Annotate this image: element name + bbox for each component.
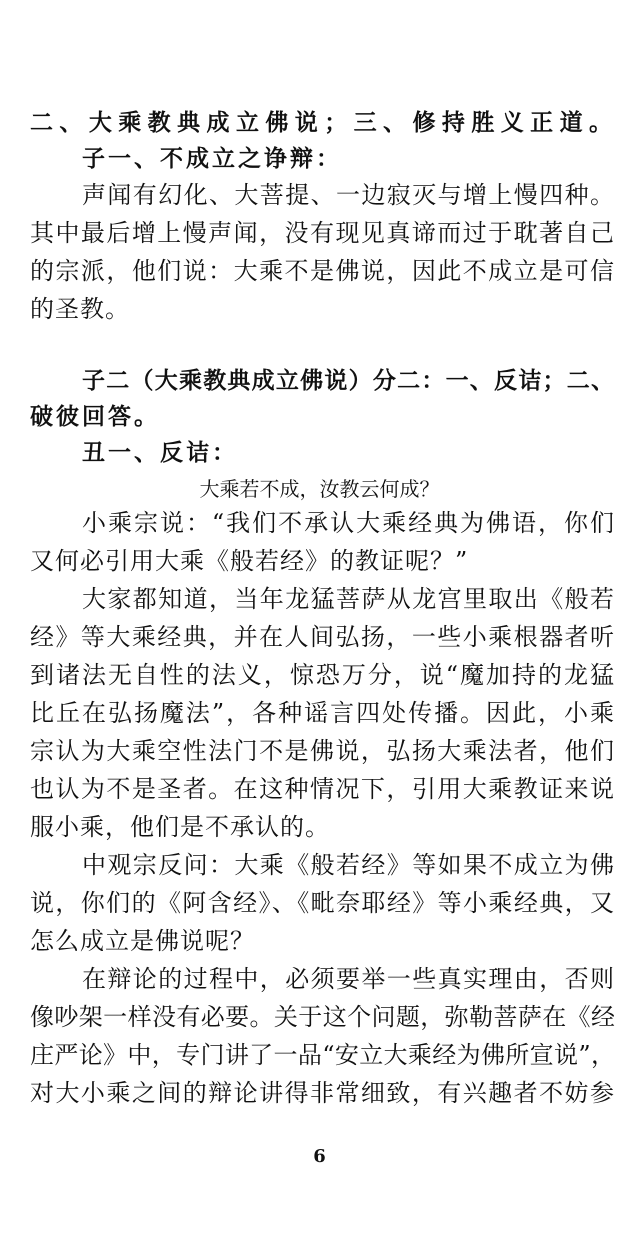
paragraph-line: 大家都知道，当年龙猛菩萨从龙宫里取出《般若 xyxy=(82,585,615,613)
paragraph-line: 经》等大乘经典，并在人间弘扬，一些小乘根器者听 xyxy=(30,623,615,651)
heading-subsection-1: 子一、不成立之诤辩： xyxy=(82,146,342,172)
paragraph-line: 也认为不是圣者。在这种情况下，引用大乘教证来说 xyxy=(30,775,615,803)
paragraph-line: 的宗派，他们说：大乘不是佛说，因此不成立是可信 xyxy=(30,257,615,285)
paragraph-line: 到诸法无自性的法义，惊恐万分，说“魔加持的龙猛 xyxy=(30,661,615,689)
paragraph-line: 的圣教。 xyxy=(30,295,130,323)
paragraph-line: 宗认为大乘空性法门不是佛说，弘扬大乘法者，他们 xyxy=(30,737,615,765)
paragraph-line: 比丘在弘扬魔法”，各种谣言四处传播。因此，小乘 xyxy=(30,699,615,727)
verse-line: 大乘若不成，汝教云何成？ xyxy=(199,477,440,501)
heading-subsection-2-cont: 破彼回答。 xyxy=(30,404,160,430)
paragraph-line: 其中最后增上慢声闻，没有现见真谛而过于耽著自己 xyxy=(30,219,615,247)
paragraph-line: 小乘宗说：“我们不承认大乘经典为佛语，你们 xyxy=(82,509,615,537)
paragraph-line: 服小乘，他们是不承认的。 xyxy=(30,813,330,841)
paragraph-line: 怎么成立是佛说呢？ xyxy=(30,927,255,955)
paragraph-line: 中观宗反问：大乘《般若经》等如果不成立为佛 xyxy=(82,851,615,879)
heading-subsection-3: 丑一、反诘： xyxy=(82,440,238,466)
paragraph-line: 庄严论》中，专门讲了一品“安立大乘经为佛所宣说”， xyxy=(30,1041,615,1069)
paragraph-line: 说，你们的《阿含经》、《毗奈耶经》等小乘经典，又 xyxy=(30,889,615,917)
paragraph-line: 又何必引用大乘《般若经》的教证呢？” xyxy=(30,547,469,575)
paragraph-line: 在辩论的过程中，必须要举一些真实理由，否则 xyxy=(82,965,615,993)
paragraph-line: 像吵架一样没有必要。关于这个问题，弥勒菩萨在《经 xyxy=(30,1003,615,1031)
heading-chapter: 二、大乘教典成立佛说；三、修持胜义正道。 xyxy=(30,110,615,136)
paragraph-line: 对大小乘之间的辩论讲得非常细致，有兴趣者不妨参 xyxy=(30,1079,615,1107)
heading-subsection-2: 子二（大乘教典成立佛说）分二：一、反诘；二、 xyxy=(82,368,615,394)
page-number: 6 xyxy=(313,1146,326,1167)
paragraph-line: 声闻有幻化、大菩提、一边寂灭与增上慢四种。 xyxy=(82,181,615,209)
